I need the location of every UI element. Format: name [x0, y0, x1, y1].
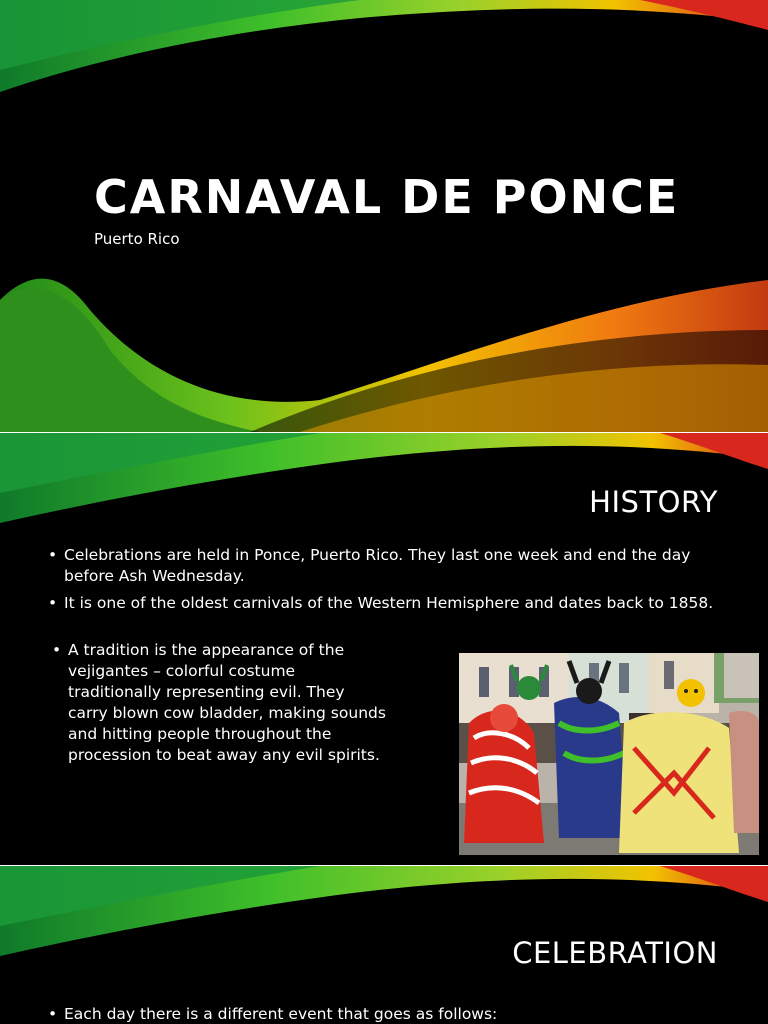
- bullet-glyph: •: [52, 641, 62, 659]
- presentation-subtitle: Puerto Rico: [94, 230, 180, 248]
- bullet-item: [52, 640, 388, 766]
- bullet-glyph: •: [48, 1005, 58, 1023]
- slide-celebration: [0, 866, 768, 1024]
- vejigantes-photo: [459, 653, 759, 855]
- bullet-text: It is one of the oldest carnivals of the Western Hemisphere and dates back to 1858.: [64, 594, 714, 612]
- bullet-glyph: •: [48, 594, 58, 612]
- bullet-text: Celebrations are held in Ponce, Puerto Rico. They last one week and end the day before Ash Wednesday.: [64, 546, 691, 585]
- bullet-item: [48, 593, 734, 614]
- slide-heading: HISTORY: [589, 485, 718, 519]
- slide-title: [0, 0, 768, 432]
- bullet-item: [48, 1004, 734, 1024]
- bullet-text: A tradition is the appearance of the vejigantes – colorful costume traditionally representing evil. They carry blown cow bladder, making sounds and hitting people throughout the procession to beat away any evil spirits.: [68, 641, 386, 764]
- presentation-title: CARNAVAL DE PONCE: [94, 170, 680, 224]
- slide-history: [0, 433, 768, 865]
- slide-heading: CELEBRATION: [512, 936, 718, 970]
- bullet-text: Each day there is a different event that goes as follows:: [64, 1005, 498, 1023]
- bullet-item: [48, 545, 734, 587]
- bullet-glyph: •: [48, 546, 58, 564]
